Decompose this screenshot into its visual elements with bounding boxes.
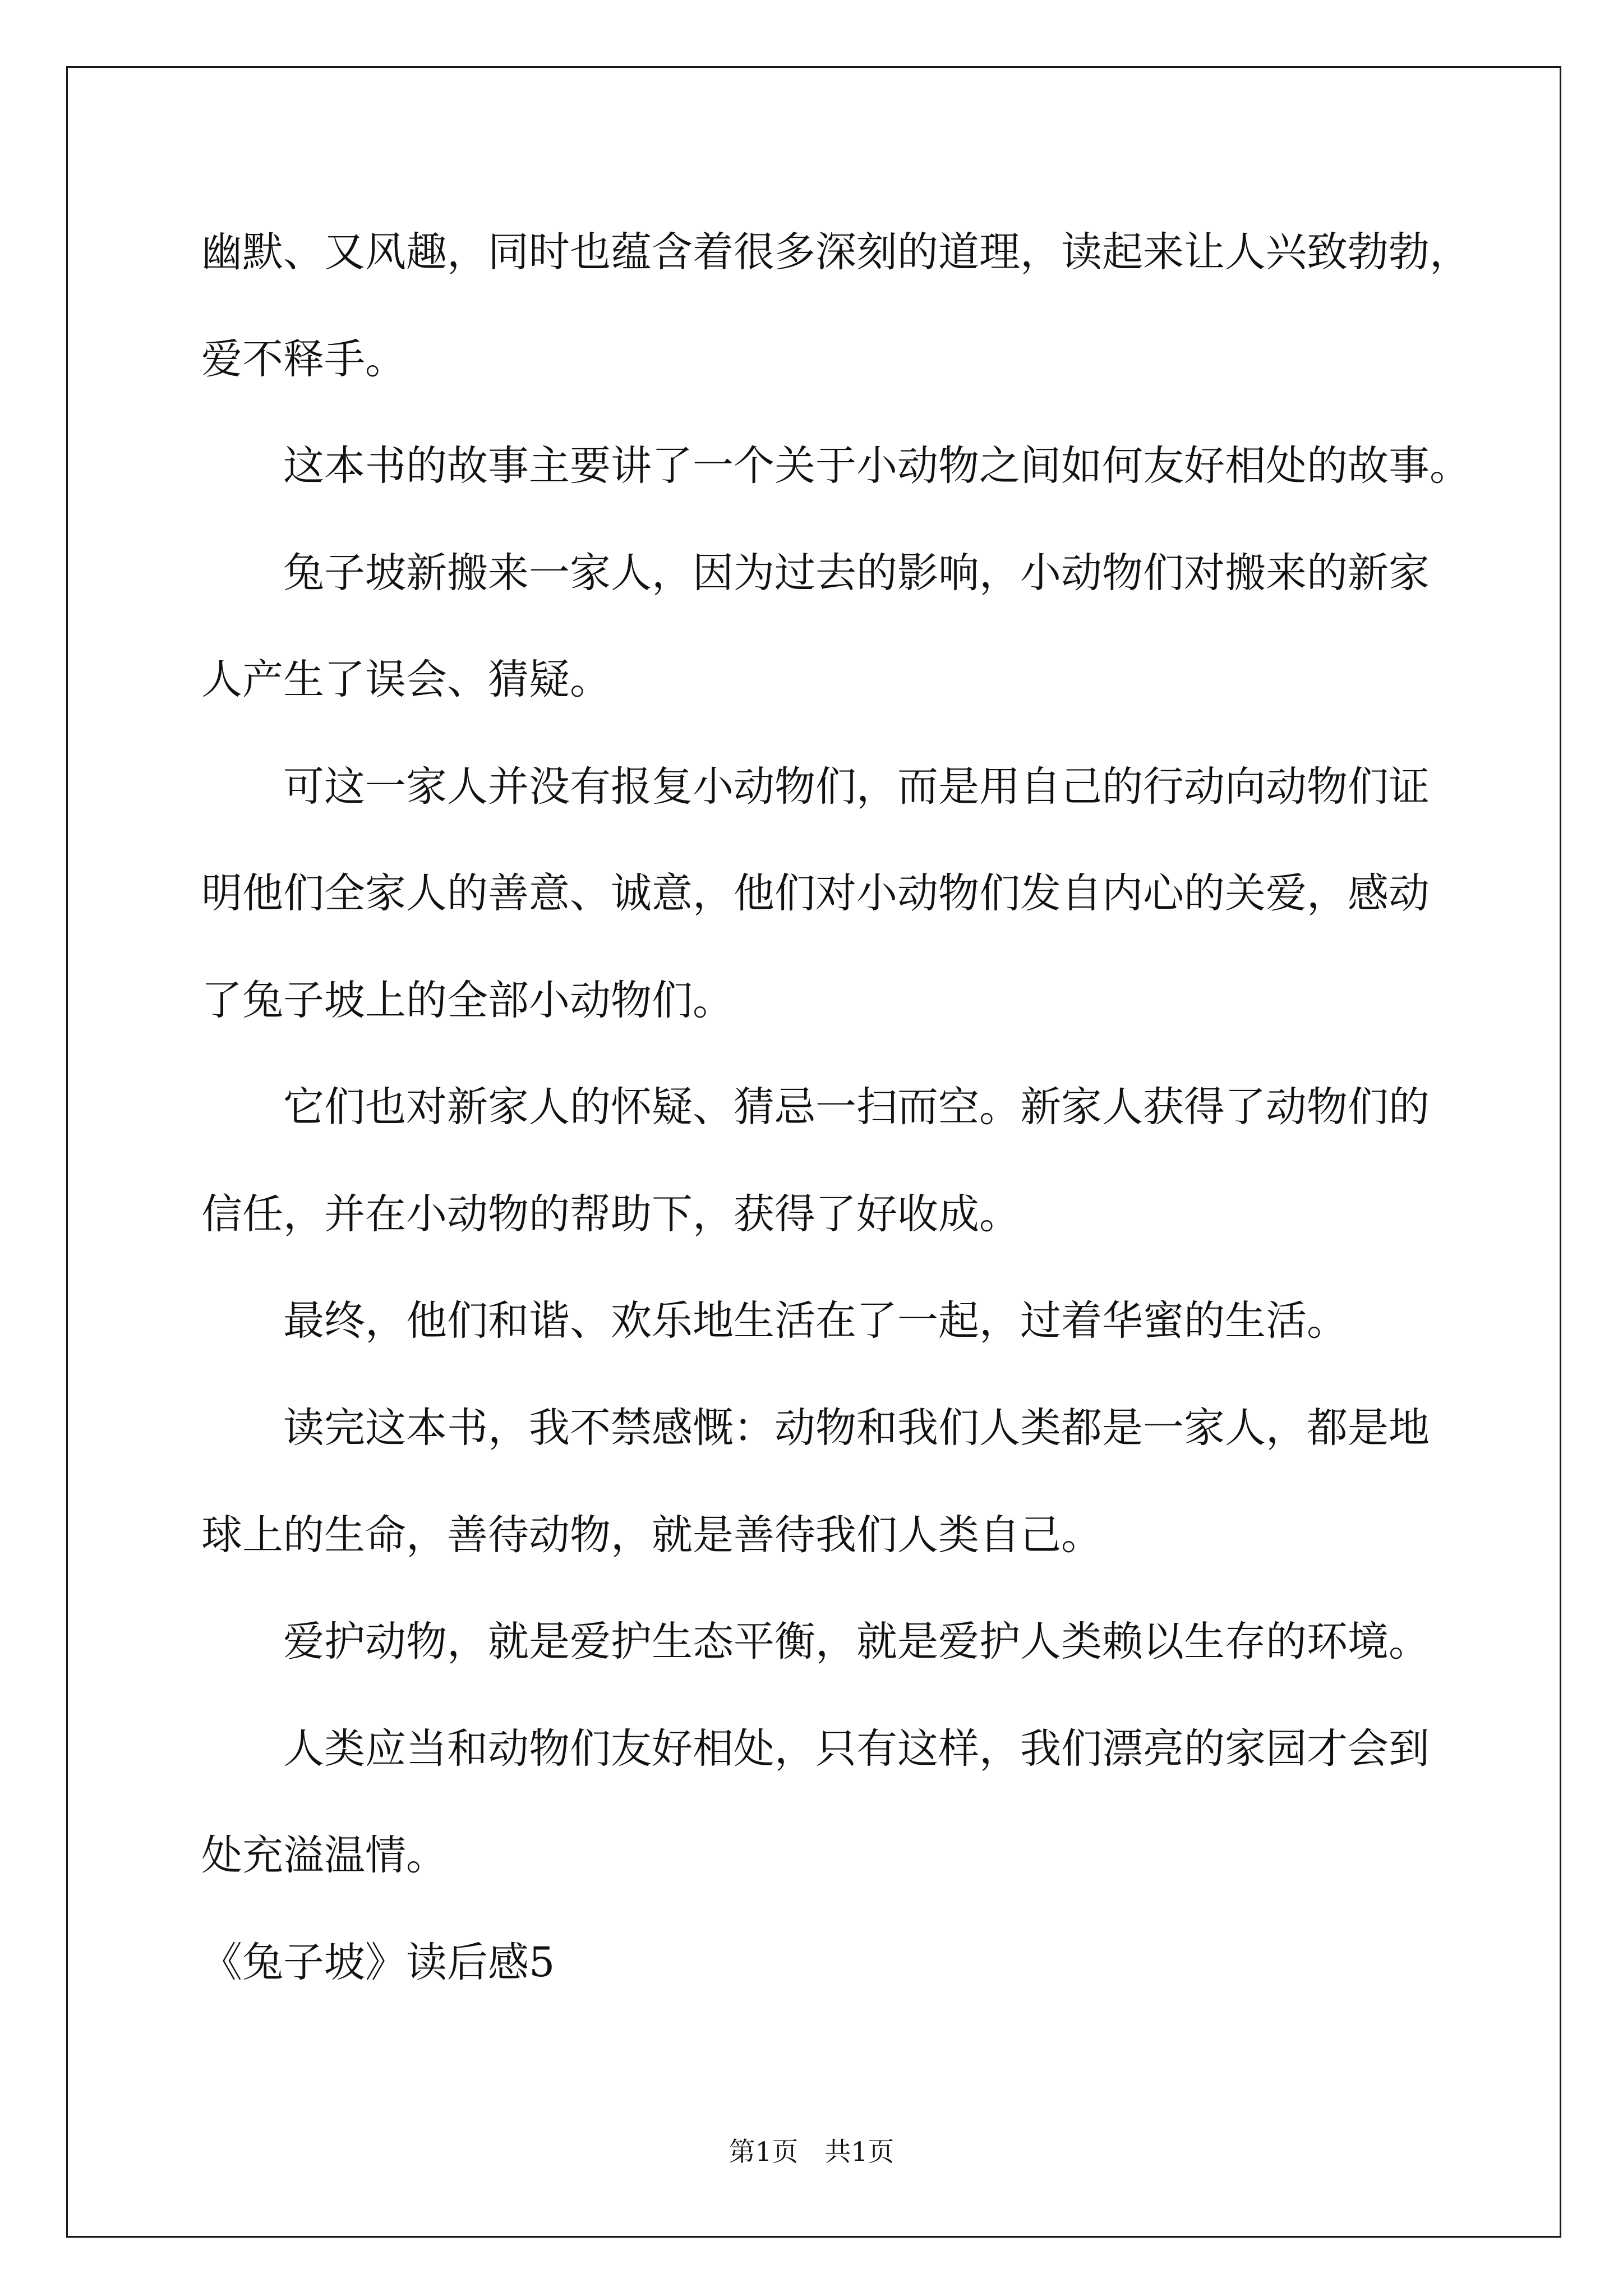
text-line: 可这一家人并没有报复小动物们，而是用自己的行动向动物们证 bbox=[283, 762, 1430, 811]
text-line: 幽默、又风趣，同时也蕴含着很多深刻的道理，读起来让人兴致勃勃， bbox=[201, 228, 1470, 276]
total-pages-label: 共1页 bbox=[824, 2137, 895, 2168]
text-line: 读完这本书，我不禁感慨：动物和我们人类都是一家人，都是地 bbox=[283, 1404, 1430, 1452]
paragraph bbox=[201, 520, 1547, 734]
page-footer bbox=[0, 2136, 1623, 2169]
text-line: 最终，他们和谐、欢乐地生活在了一起，过着华蜜的生活。 bbox=[283, 1297, 1348, 1345]
text-line: 它们也对新家人的怀疑、猜忌一扫而空。新家人获得了动物们的 bbox=[283, 1083, 1430, 1131]
text-line: 兔子坡新搬来一家人，因为过去的影响，小动物们对搬来的新家 bbox=[283, 549, 1430, 597]
document-body bbox=[201, 199, 1547, 2016]
paragraph bbox=[201, 199, 1547, 413]
text-line: 人类应当和动物们友好相处，只有这样，我们漂亮的家园才会到 bbox=[283, 1724, 1430, 1773]
paragraph bbox=[201, 734, 1547, 1055]
text-line: 球上的生命，善待动物，就是善待我们人类自己。 bbox=[201, 1511, 1102, 1559]
text-line: 人产生了误会、猜疑。 bbox=[201, 656, 611, 704]
text-line: 明他们全家人的善意、诚意，他们对小动物们发自内心的关爱，感动 bbox=[201, 869, 1430, 918]
paragraph bbox=[201, 1375, 1547, 1589]
current-page-label: 第1页 bbox=[728, 2137, 799, 2168]
paragraph bbox=[201, 413, 1547, 520]
section-heading: 《兔子坡》读后感5 bbox=[201, 1938, 555, 1986]
text-line: 信任，并在小动物的帮助下，获得了好收成。 bbox=[201, 1190, 1020, 1238]
text-line: 爱护动物，就是爱护生态平衡，就是爱护人类赖以生存的环境。 bbox=[283, 1618, 1430, 1666]
text-line: 处充溢温情。 bbox=[201, 1832, 447, 1880]
text-line: 了兔子坡上的全部小动物们。 bbox=[201, 976, 734, 1024]
paragraph bbox=[201, 1589, 1547, 1696]
paragraph bbox=[201, 1268, 1547, 1375]
text-line: 爱不释手。 bbox=[201, 335, 406, 383]
text-line: 这本书的故事主要讲了一个关于小动物之间如何友好相处的故事。 bbox=[283, 442, 1470, 490]
paragraph bbox=[201, 1054, 1547, 1268]
paragraph bbox=[201, 1696, 1547, 1910]
